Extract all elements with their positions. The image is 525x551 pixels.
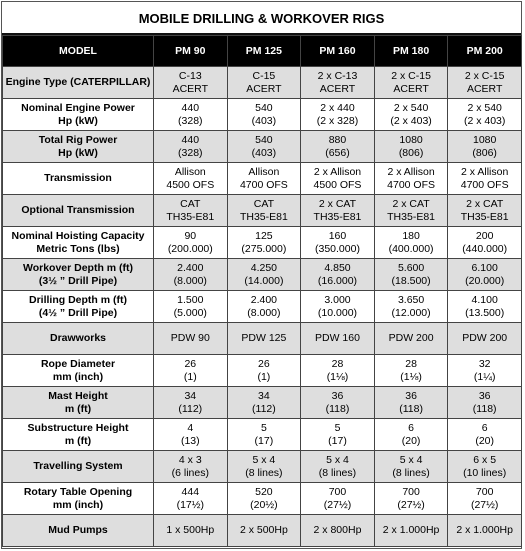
cell-value-line: TH35-E81 — [239, 210, 288, 223]
cell-value-line: CAT — [253, 197, 274, 210]
table-cell — [374, 195, 448, 227]
cell-value-line: 4 — [187, 421, 194, 434]
cell-value-line: 36 — [405, 389, 417, 402]
row-label-line: Travelling System — [33, 460, 123, 472]
cell-value-line: Allison — [248, 165, 280, 178]
table-cell — [374, 163, 448, 195]
table-cell — [374, 387, 448, 419]
cell-value-line: 28 — [331, 357, 344, 370]
row-label — [3, 515, 154, 547]
cell-value-line: TH35-E81 — [166, 210, 215, 223]
table-cell — [154, 99, 228, 131]
table-cell — [301, 99, 375, 131]
cell-value-line: (2 x 328) — [316, 114, 359, 127]
table-cell — [154, 259, 228, 291]
cell-value-line: 5 x 4 — [399, 453, 423, 466]
cell-value-line: ACERT — [246, 82, 282, 95]
table-cell — [301, 227, 375, 259]
cell-value-line: C-15 — [252, 69, 276, 82]
cell-value-line: 5 — [334, 421, 341, 434]
row-label-line: mm (inch) — [52, 498, 104, 511]
row-label-line: (3½ ” Drill Pipe) — [38, 274, 118, 287]
row-label-line: Drilling Depth m (ft) — [29, 293, 127, 306]
table-row — [3, 131, 522, 163]
cell-value-line: PDW 160 — [315, 332, 360, 344]
row-label-line: Engine Type (CATERPILLAR) — [5, 76, 151, 88]
table-cell — [227, 259, 301, 291]
row-label — [3, 387, 154, 419]
cell-value-line: (112) — [252, 402, 276, 415]
table-cell — [448, 195, 522, 227]
row-label-line: Total Rig Power — [38, 133, 118, 146]
row-label — [3, 99, 154, 131]
table-cell — [448, 227, 522, 259]
cell-value-line: 28 — [405, 357, 417, 370]
table-cell — [301, 515, 375, 547]
table-cell — [301, 483, 375, 515]
cell-value-line: 4.100 — [471, 293, 498, 306]
cell-value-line: 4.250 — [250, 261, 278, 274]
cell-value-line: 3.000 — [324, 293, 351, 306]
cell-value-line: 4500 OFS — [166, 178, 215, 191]
cell-value-line: (1¼) — [473, 370, 496, 383]
cell-value-line: 34 — [184, 389, 197, 402]
row-label — [3, 323, 154, 355]
cell-value-line: 540 — [255, 133, 273, 146]
cell-value-line: 34 — [258, 389, 270, 402]
cell-value-line: 4700 OFS — [460, 178, 509, 191]
cell-value-line: TH35-E81 — [313, 210, 362, 223]
row-label-line: Nominal Engine Power — [21, 101, 135, 114]
table-cell — [154, 355, 228, 387]
cell-value-line: 6.100 — [471, 261, 498, 274]
cell-value-line: Allison — [174, 165, 206, 178]
cell-value-line: 6 — [481, 421, 488, 434]
cell-value-line: (17½) — [176, 498, 205, 511]
table-cell — [301, 387, 375, 419]
table-cell — [301, 163, 375, 195]
cell-value-line: (328) — [178, 146, 203, 159]
table-cell — [448, 67, 522, 99]
table-cell — [301, 67, 375, 99]
table-cell — [448, 515, 522, 547]
cell-value-line: 32 — [478, 357, 491, 370]
cell-value-line: 4.850 — [324, 261, 351, 274]
table-cell — [448, 131, 522, 163]
cell-value-line: 26 — [184, 357, 197, 370]
cell-value-line: (10.000) — [317, 306, 358, 319]
cell-value-line: PDW 200 — [388, 332, 434, 344]
table-cell — [227, 291, 301, 323]
cell-value-line: 2 x CAT — [318, 197, 357, 210]
table-cell — [374, 323, 448, 355]
row-label-line: m (ft) — [64, 434, 92, 447]
page-title: MOBILE DRILLING & WORKOVER RIGS — [2, 2, 521, 35]
row-label — [3, 131, 154, 163]
cell-value-line: 4 x 3 — [178, 453, 202, 466]
cell-value-line: (118) — [325, 402, 350, 415]
column-header-pm-125: PM 125 — [227, 36, 301, 67]
table-cell — [448, 419, 522, 451]
cell-value-line: CAT — [180, 197, 201, 210]
table-cell — [154, 131, 228, 163]
cell-value-line: 2.400 — [250, 293, 278, 306]
table-cell — [227, 483, 301, 515]
table-cell — [227, 387, 301, 419]
row-label-line: Substructure Height — [27, 421, 129, 434]
cell-value-line: 2 x 800Hp — [313, 524, 362, 536]
cell-value-line: 36 — [478, 389, 491, 402]
row-label — [3, 259, 154, 291]
cell-value-line: (656) — [325, 146, 350, 159]
table-cell — [301, 259, 375, 291]
row-label-line: mm (inch) — [52, 370, 104, 383]
cell-value-line: 700 — [402, 485, 420, 498]
cell-value-line: (400.000) — [388, 242, 434, 255]
cell-value-line: 180 — [402, 229, 420, 242]
cell-value-line: (8.000) — [247, 306, 281, 319]
table-cell — [227, 131, 301, 163]
cell-value-line: (10 lines) — [463, 466, 507, 479]
cell-value-line: 4700 OFS — [387, 178, 436, 191]
table-body — [3, 67, 522, 547]
table-cell — [301, 355, 375, 387]
column-header-pm-90: PM 90 — [154, 36, 228, 67]
cell-value-line: ACERT — [319, 82, 356, 95]
table-cell — [374, 131, 448, 163]
cell-value-line: (806) — [472, 146, 497, 159]
cell-value-line: (1⅛) — [326, 370, 349, 383]
cell-value-line: (20.000) — [465, 274, 505, 287]
table-cell — [374, 451, 448, 483]
table-cell — [374, 67, 448, 99]
cell-value-line: 5.600 — [397, 261, 425, 274]
row-label-line: (4½ ” Drill Pipe) — [38, 306, 118, 319]
cell-value-line: 2 x Allison — [313, 165, 362, 178]
table-cell — [154, 387, 228, 419]
row-label-line: Optional Transmission — [21, 204, 135, 216]
cell-value-line: (16.000) — [317, 274, 358, 287]
table-cell — [448, 355, 522, 387]
table-cell — [301, 451, 375, 483]
table-cell — [301, 291, 375, 323]
cell-value-line: (12.000) — [391, 306, 431, 319]
table-row — [3, 387, 522, 419]
row-label-line: Metric Tons (lbs) — [36, 242, 120, 255]
cell-value-line: 26 — [258, 357, 270, 370]
cell-value-line: 2 x 540 — [467, 101, 502, 114]
cell-value-line: (27½) — [470, 498, 499, 511]
cell-value-line: 2 x 1.000Hp — [456, 524, 513, 536]
row-label — [3, 451, 154, 483]
table-cell — [227, 515, 301, 547]
row-label — [3, 227, 154, 259]
cell-value-line: 2 x CAT — [392, 197, 430, 210]
cell-value-line: 3.650 — [397, 293, 425, 306]
row-label-line: Hp (kW) — [58, 146, 98, 159]
table-cell — [154, 419, 228, 451]
cell-value-line: 2 x 540 — [393, 101, 429, 114]
table-cell — [374, 483, 448, 515]
cell-value-line: 2 x 1.000Hp — [382, 524, 440, 536]
column-header-pm-200: PM 200 — [448, 36, 522, 67]
cell-value-line: (112) — [178, 402, 203, 415]
cell-value-line: (8 lines) — [318, 466, 357, 479]
table-row — [3, 99, 522, 131]
cell-value-line: 2 x C-15 — [464, 69, 505, 82]
table-cell — [448, 451, 522, 483]
table-row — [3, 163, 522, 195]
cell-value-line: 90 — [184, 229, 197, 242]
cell-value-line: 160 — [328, 229, 347, 242]
row-label-line: Mud Pumps — [48, 524, 108, 536]
table-cell — [227, 355, 301, 387]
row-label-line: Rope Diameter — [40, 357, 116, 370]
table-cell — [154, 227, 228, 259]
cell-value-line: 200 — [475, 229, 494, 242]
cell-value-line: (20) — [475, 434, 495, 447]
table-cell — [154, 483, 228, 515]
cell-value-line: (440.000) — [462, 242, 508, 255]
table-cell — [301, 195, 375, 227]
table-cell — [154, 515, 228, 547]
cell-value-line: (350.000) — [315, 242, 360, 255]
cell-value-line: 2 x Allison — [387, 165, 435, 178]
row-label-line: Transmission — [44, 172, 112, 184]
cell-value-line: 700 — [475, 485, 494, 498]
table-cell — [227, 451, 301, 483]
table-row — [3, 419, 522, 451]
cell-value-line: (27½) — [323, 498, 352, 511]
table-cell — [301, 323, 375, 355]
cell-value-line: (13) — [180, 434, 200, 447]
cell-value-line: (18.500) — [391, 274, 431, 287]
cell-value-line: (20½) — [250, 498, 278, 511]
cell-value-line: (8 lines) — [245, 466, 283, 479]
cell-value-line: (1) — [183, 370, 197, 383]
table-cell — [374, 355, 448, 387]
table-cell — [374, 419, 448, 451]
row-label — [3, 163, 154, 195]
table-cell — [448, 99, 522, 131]
row-label — [3, 195, 154, 227]
cell-value-line: (17) — [328, 434, 347, 447]
table-cell — [374, 291, 448, 323]
cell-value-line: 5 x 4 — [326, 453, 349, 466]
cell-value-line: (8 lines) — [392, 466, 430, 479]
cell-value-line: (328) — [178, 114, 203, 127]
row-label-line: Drawworks — [49, 332, 107, 344]
cell-value-line: ACERT — [393, 82, 429, 95]
row-label-line: m (ft) — [64, 402, 92, 415]
cell-value-line: 4500 OFS — [313, 178, 362, 191]
specs-table — [2, 35, 522, 547]
table-cell — [448, 291, 522, 323]
table-cell — [154, 67, 228, 99]
table-cell — [227, 419, 301, 451]
cell-value-line: 1080 — [399, 133, 423, 146]
row-label-line: Mast Height — [48, 389, 108, 402]
table-cell — [154, 451, 228, 483]
cell-value-line: 5 x 4 — [252, 453, 276, 466]
table-row — [3, 259, 522, 291]
cell-value-line: C-13 — [178, 69, 202, 82]
table-cell — [227, 323, 301, 355]
table-cell — [154, 323, 228, 355]
column-header-pm-180: PM 180 — [374, 36, 448, 67]
cell-value-line: 520 — [255, 485, 273, 498]
row-label-line: Rotary Table Opening — [23, 485, 133, 498]
table-cell — [448, 483, 522, 515]
row-label-line: Hp (kW) — [58, 114, 98, 127]
table-cell — [154, 163, 228, 195]
table-header-row — [3, 36, 522, 67]
cell-value-line: 440 — [181, 101, 200, 114]
cell-value-line: (403) — [251, 114, 277, 127]
table-cell — [301, 131, 375, 163]
cell-value-line: (200.000) — [167, 242, 213, 255]
row-label — [3, 291, 154, 323]
cell-value-line: (5.000) — [173, 306, 207, 319]
cell-value-line: ACERT — [466, 82, 503, 95]
cell-value-line: 2 x Allison — [461, 165, 509, 178]
row-label — [3, 355, 154, 387]
table-cell — [374, 99, 448, 131]
table-cell — [448, 323, 522, 355]
table-cell — [374, 515, 448, 547]
table-cell — [227, 67, 301, 99]
cell-value-line: 440 — [181, 133, 200, 146]
table-cell — [227, 195, 301, 227]
cell-value-line: PDW 90 — [170, 332, 210, 344]
table-cell — [154, 195, 228, 227]
cell-value-line: (275.000) — [241, 242, 287, 255]
cell-value-line: PDW 200 — [462, 332, 508, 344]
table-row — [3, 291, 522, 323]
table-row — [3, 451, 522, 483]
cell-value-line: (27½) — [397, 498, 425, 511]
table-cell — [374, 259, 448, 291]
table-cell — [154, 291, 228, 323]
cell-value-line: (1⅛) — [400, 370, 422, 383]
cell-value-line: 2 x C-13 — [317, 69, 358, 82]
cell-value-line: 36 — [331, 389, 344, 402]
table-row — [3, 323, 522, 355]
cell-value-line: (118) — [399, 402, 423, 415]
cell-value-line: (13.500) — [465, 306, 505, 319]
cell-value-line: 5 — [260, 421, 267, 434]
column-header-pm-160: PM 160 — [301, 36, 375, 67]
table-row — [3, 483, 522, 515]
cell-value-line: 2 x CAT — [466, 197, 504, 210]
spec-sheet — [1, 1, 522, 549]
table-cell — [227, 227, 301, 259]
table-row — [3, 67, 522, 99]
cell-value-line: 4700 OFS — [239, 178, 288, 191]
column-header-model: MODEL — [3, 36, 154, 67]
cell-value-line: 2 x 500Hp — [239, 524, 288, 536]
row-label — [3, 419, 154, 451]
cell-value-line: 125 — [255, 229, 273, 242]
table-cell — [448, 259, 522, 291]
table-row — [3, 515, 522, 547]
table-cell — [227, 163, 301, 195]
cell-value-line: 1080 — [472, 133, 497, 146]
row-label — [3, 67, 154, 99]
table-cell — [448, 163, 522, 195]
cell-value-line: (118) — [472, 402, 497, 415]
cell-value-line: (403) — [251, 146, 277, 159]
cell-value-line: 444 — [181, 485, 200, 498]
cell-value-line: (20) — [401, 434, 421, 447]
cell-value-line: 2 x C-15 — [391, 69, 431, 82]
cell-value-line: (806) — [398, 146, 424, 159]
table-row — [3, 195, 522, 227]
cell-value-line: 540 — [255, 101, 273, 114]
cell-value-line: 2 x 440 — [320, 101, 355, 114]
cell-value-line: 880 — [328, 133, 347, 146]
row-label-line: Nominal Hoisting Capacity — [11, 229, 145, 242]
cell-value-line: 700 — [328, 485, 347, 498]
table-cell — [227, 99, 301, 131]
row-label-line: Workover Depth m (ft) — [22, 261, 134, 274]
cell-value-line: 1.500 — [177, 293, 204, 306]
cell-value-line: 6 — [408, 421, 414, 434]
cell-value-line: (6 lines) — [171, 466, 209, 479]
cell-value-line: TH35-E81 — [460, 210, 509, 223]
table-cell — [448, 387, 522, 419]
cell-value-line: TH35-E81 — [387, 210, 435, 223]
cell-value-line: 1 x 500Hp — [166, 524, 215, 536]
cell-value-line: 6 x 5 — [473, 453, 497, 466]
table-row — [3, 355, 522, 387]
table-cell — [374, 227, 448, 259]
cell-value-line: (1) — [257, 370, 271, 383]
cell-value-line: 2.400 — [177, 261, 204, 274]
table-row — [3, 227, 522, 259]
cell-value-line: (14.000) — [244, 274, 284, 287]
row-label — [3, 483, 154, 515]
cell-value-line: (17) — [254, 434, 274, 447]
cell-value-line: (2 x 403) — [390, 114, 432, 127]
cell-value-line: (8.000) — [173, 274, 207, 287]
table-cell — [301, 419, 375, 451]
cell-value-line: PDW 125 — [241, 332, 287, 344]
cell-value-line: ACERT — [172, 82, 208, 95]
cell-value-line: (2 x 403) — [463, 114, 506, 127]
